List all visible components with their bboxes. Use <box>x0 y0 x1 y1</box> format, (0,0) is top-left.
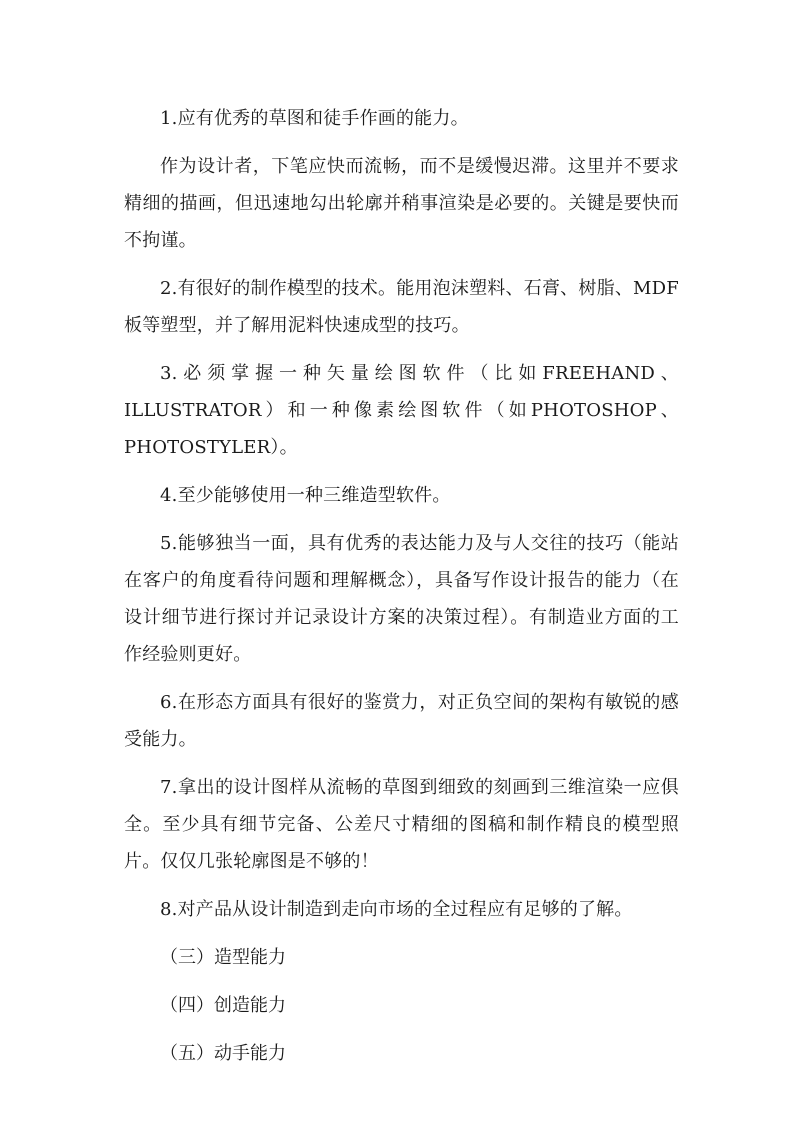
paragraph-form-appreciation: 6.在形态方面具有很好的鉴赏力，对正负空间的架构有敏锐的感受能力。 <box>124 692 679 750</box>
paragraph-communication: 5.能够独当一面，具有优秀的表达能力及与人交往的技巧（能站在客户的角度看待问题和理解概念），具备写作设计报告的能力（在设计细节进行探讨并记录设计方案的决策过程）。有制造业方面的工作经验则更好。 <box>124 533 679 665</box>
section-heading-modeling-ability: （三）造型能力 <box>160 947 286 968</box>
document-body <box>124 100 679 1072</box>
paragraph-modeling: 2.有很好的制作模型的技术。能用泡沫塑料、石膏、树脂、MDF板等塑型，并了解用泥料快速成型的技巧。 <box>124 278 679 336</box>
paragraph-market-process: 8.对产品从设计制造到走向市场的全过程应有足够的了解。 <box>160 899 633 920</box>
paragraph-software: 3.必须掌握一种矢量绘图软件（比如FREEHAND、ILLUSTRATOR）和一种像素绘图软件（如PHOTOSHOP、PHOTOSTYLER）。 <box>124 363 679 458</box>
paragraph-portfolio: 7.拿出的设计图样从流畅的草图到细致的刻画到三维渲染一应俱全。至少具有细节完备、公差尺寸精细的图稿和制作精良的模型照片。仅仅几张轮廓图是不够的！ <box>124 777 679 872</box>
section-heading-creative-ability: （四）创造能力 <box>160 995 286 1016</box>
paragraph-designer-speed: 作为设计者，下笔应快而流畅，而不是缓慢迟滞。这里并不要求精细的描画，但迅速地勾出轮廓并稍事渲染是必要的。关键是要快而不拘谨。 <box>124 156 679 251</box>
paragraph-3d-software: 4.至少能够使用一种三维造型软件。 <box>160 485 451 506</box>
section-heading-hands-on-ability: （五）动手能力 <box>160 1043 286 1064</box>
paragraph-sketching: 1.应有优秀的草图和徒手作画的能力。 <box>160 108 469 129</box>
